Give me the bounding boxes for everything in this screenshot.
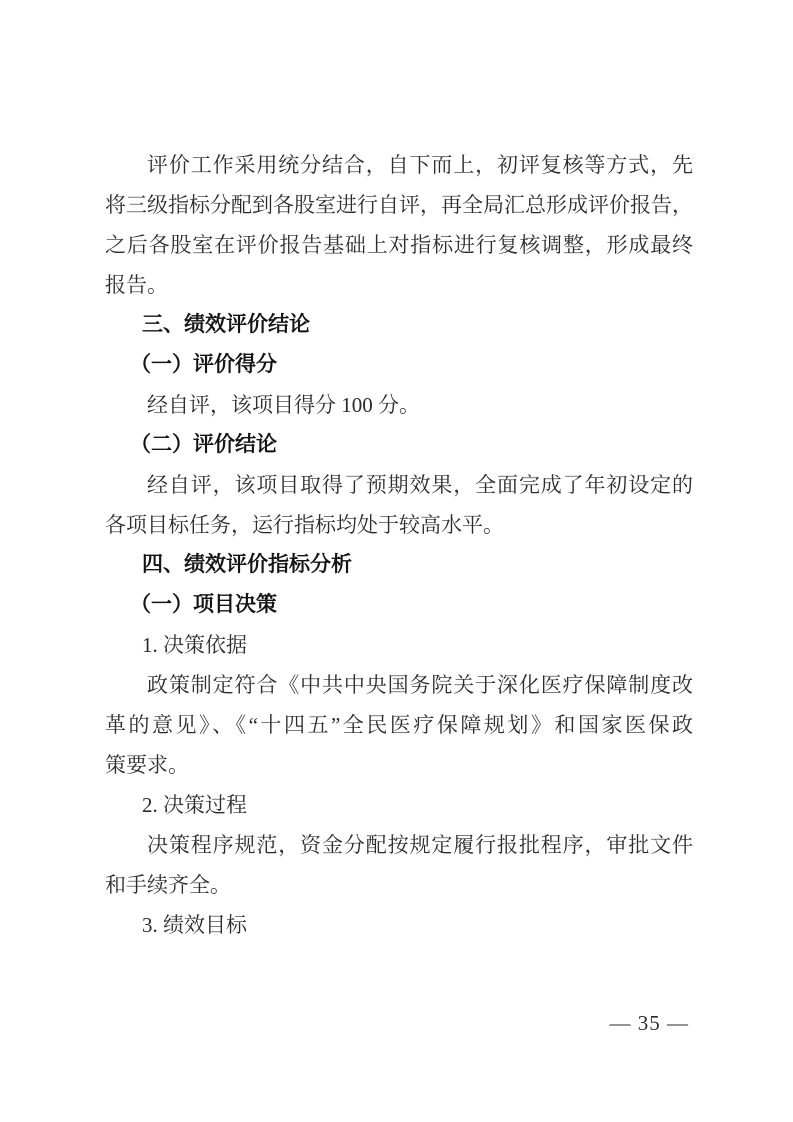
page-number: — 35 —: [609, 1011, 689, 1035]
decision-process-line-1: 决策程序规范，资金分配按规定履行报批程序，审批文件: [147, 833, 693, 857]
decision-basis-line-3: 策要求。: [105, 753, 189, 777]
decision-basis-line-2: 革的意见》、《“十四五”全民医疗保障规划》和国家医保政: [105, 713, 693, 737]
item-decision-process-title: 2. 决策过程: [142, 793, 247, 817]
heading-section-4: 四、绩效评价指标分析: [142, 553, 352, 576]
heading-eval-conclusion: （二）评价结论: [130, 433, 277, 456]
method-paragraph-line-4: 报告。: [105, 273, 168, 297]
item-performance-goal-title: 3. 绩效目标: [142, 913, 247, 937]
method-paragraph-line-1: 评价工作采用统分结合，自下而上，初评复核等方式，先: [147, 153, 693, 177]
heading-eval-score: （一）评价得分: [130, 353, 277, 376]
method-paragraph-line-2: 将三级指标分配到各股室进行自评，再全局汇总形成评价报告，: [105, 193, 693, 217]
decision-basis-line-1: 政策制定符合《中共中央国务院关于深化医疗保障制度改: [147, 673, 693, 697]
conclusion-line-2: 各项目标任务，运行指标均处于较高水平。: [105, 513, 504, 537]
method-paragraph-line-3: 之后各股室在评价报告基础上对指标进行复核调整，形成最终: [105, 233, 693, 257]
heading-section-3: 三、绩效评价结论: [142, 313, 310, 336]
eval-score-text: 经自评，该项目得分 100 分。: [147, 393, 420, 417]
decision-process-line-2: 和手续齐全。: [105, 873, 231, 897]
document-page-body: [105, 145, 693, 945]
item-decision-basis-title: 1. 决策依据: [142, 633, 247, 657]
heading-project-decision: （一）项目决策: [130, 593, 277, 616]
conclusion-line-1: 经自评，该项目取得了预期效果，全面完成了年初设定的: [147, 473, 693, 497]
